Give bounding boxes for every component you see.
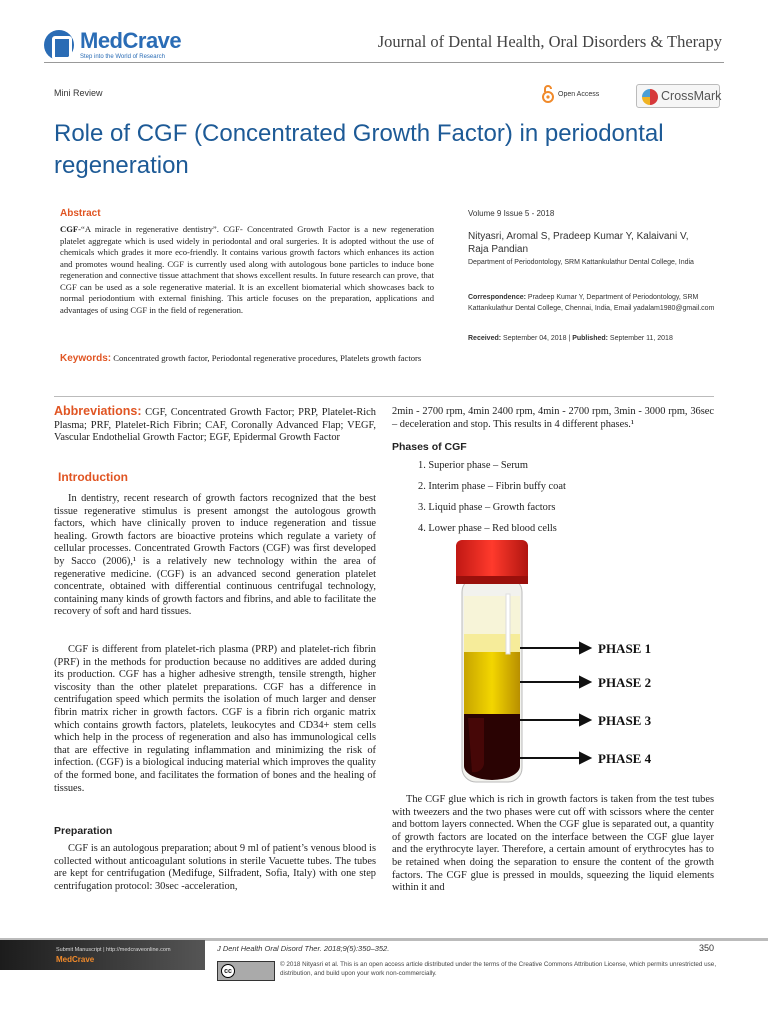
received-label: Received: bbox=[468, 335, 502, 342]
phase-1-label: PHASE 1 bbox=[598, 641, 652, 656]
license-text: © 2018 Nityasri et al. This is an open access article distributed under the terms of the Creative Commons Attribution License, which permits unrestricted use, distribution, and build upon your work non-commercially. bbox=[280, 961, 717, 977]
received-date: September 04, 2018 bbox=[503, 335, 567, 342]
phase-3-label: PHASE 3 bbox=[598, 713, 652, 728]
cgf-glue-paragraph: The CGF glue which is rich in growth factors is taken from the test tubes with tweezers and the two phases were cut off with scissors where the center and bottom layers connected. When the CGF glue is separated out, a quantity of growth factors are located on the interface between the CGF glue layer and the erythrocyte layer. Therefore, a certain amount of erythrocytes has to be retained when doing the separation to ensure the content of the growth factors. The CGF glue is pressed in moulds, squeezing the liquid elements within it and bbox=[392, 794, 714, 894]
phases-heading: Phases of CGF bbox=[392, 441, 467, 453]
preparation-heading: Preparation bbox=[54, 825, 113, 837]
open-access-label: Open Access bbox=[558, 91, 600, 98]
keywords bbox=[60, 352, 434, 365]
crossmark-label: CrossMark bbox=[661, 89, 722, 103]
section-divider bbox=[54, 396, 714, 397]
abstract-body: -“A miracle in regenerative dentistry”. CGF- Concentrated Growth Factor is a new regeneration platelet aggregate which is used widely in periodontal and oral surgeries. It is adopted without the use of chemicals which grades it more eco-friendly. It contains various growth factors which enhances its action and promotes wound healing. CGF is currently used along with autologous bone particles to induce bone regeneration and connective tissue attachment that shows excellent results. In future research can prove, that CGF can be used as a sole regenerative material. It is an excellent biomaterial which showcases back to normal periodontium with external finishing. This article focuses on the preparation, applications and advantages of using CGF in the field of regeneration. bbox=[60, 224, 434, 315]
abbreviations bbox=[54, 405, 376, 445]
correspondence-label: Correspondence: bbox=[468, 294, 526, 301]
authors: Nityasri, Aromal S, Pradeep Kumar Y, Kalaivani V, Raja Pandian bbox=[468, 231, 689, 255]
abbreviations-label: Abbreviations: bbox=[54, 404, 142, 418]
medcrave-logo-icon bbox=[44, 30, 74, 60]
creative-commons-badge[interactable] bbox=[217, 961, 275, 981]
correspondence-text: Pradeep Kumar Y, Department of Periodontology, SRM Kattankulathur Dental College, Chennai, India, Email yadalam1980@gmail.com bbox=[468, 294, 715, 312]
keywords-label: Keywords: bbox=[60, 353, 112, 364]
keywords-text: Concentrated growth factor, Periodontal regenerative procedures, Platelets growth factors bbox=[113, 353, 422, 363]
article-type: Mini Review bbox=[54, 88, 103, 98]
cgf-tube-figure bbox=[428, 538, 686, 786]
abstract-heading: Abstract bbox=[60, 208, 101, 219]
abstract-text bbox=[60, 224, 434, 316]
published-date: September 11, 2018 bbox=[609, 335, 673, 342]
phase-item: 1. Superior phase – Serum bbox=[418, 460, 528, 471]
journal-title: Journal of Dental Health, Oral Disorders & Therapy bbox=[377, 32, 722, 51]
intro-paragraph-1: In dentistry, recent research of growth factors recognized that the best tissue regenerative stimulus is present amongst the autologous growth factors, which have clinically proven to induce regeneration and tissue healing. Growth factors are bioactive proteins which regulate a variety of cellular processes. Concentrated Growth Factors (CGF) was first developed by Sacco (2006),¹ is a relatively new technology within the area of regenerative medicine. (CGF) is an advanced second generation platelet concentrate, obtained with differential continuous centrifugal technology, containing many kinds of growth factors and fibrins, and able to facilitate the recovery of soft and hard tissues. bbox=[54, 493, 376, 618]
cc-icon: cc bbox=[221, 964, 235, 978]
crossmark-button[interactable] bbox=[636, 84, 720, 108]
article-title: Role of CGF (Concentrated Growth Factor) in periodontal regeneration bbox=[54, 120, 664, 179]
tube-label bbox=[506, 594, 510, 654]
published-label: Published: bbox=[572, 335, 608, 342]
abstract-lead: CGF bbox=[60, 224, 79, 234]
phase-2-label: PHASE 2 bbox=[598, 675, 652, 690]
volume-issue: Volume 9 Issue 5 - 2018 bbox=[468, 209, 555, 218]
submit-manuscript-link[interactable]: Submit Manuscript | http://medcraveonline.com bbox=[56, 947, 171, 953]
phases-list bbox=[418, 460, 566, 544]
phase-4-label: PHASE 4 bbox=[598, 751, 652, 766]
header-divider bbox=[44, 62, 724, 63]
open-access-icon bbox=[542, 84, 554, 104]
preparation-paragraph: CGF is an autologous preparation; about 9 ml of patient’s venous blood is collected without anticoagulant solutions in sterile Vacuette tubes. The tubes are kept for centrifugation (Medifuge, Silfradent, Sofia, Italy) with one step centrifugation protocol: 30sec -acceleration, bbox=[54, 843, 376, 892]
affiliation: Department of Periodontology, SRM Kattankulathur Dental College, India bbox=[468, 259, 694, 266]
logo-name: MedCrave bbox=[80, 28, 182, 53]
page-number: 350 bbox=[698, 943, 714, 953]
dates: Received: September 04, 2018 | Published: September 11, 2018 bbox=[468, 335, 673, 342]
phase-item: 3. Liquid phase – Growth factors bbox=[418, 502, 556, 513]
phase-item: 4. Lower phase – Red blood cells bbox=[418, 523, 557, 534]
serum-layer bbox=[464, 596, 520, 636]
phase-item: 2. Interim phase – Fibrin buffy coat bbox=[418, 481, 566, 492]
submit-banner[interactable] bbox=[0, 940, 205, 970]
crossmark-icon bbox=[642, 89, 658, 105]
abbreviations-text: CGF, Concentrated Growth Factor; PRP, Platelet-Rich Plasma; PRF, Platelet-Rich Fibrin; CAF, Coronally Advanced Flap; VEGF, Vascular Endothelial Growth Factor; EGF, Epidermal Growth Factor bbox=[54, 407, 376, 444]
citation: J Dent Health Oral Disord Ther. 2018;9(5):350–352. bbox=[217, 944, 390, 953]
footer-logo: MedCrave bbox=[56, 955, 95, 964]
centrifugation-protocol-text: 2min - 2700 rpm, 4min 2400 rpm, 4min - 2700 rpm, 3min - 3000 rpm, 36sec – deceleration and stop. This results in 4 different phases.¹ bbox=[392, 406, 714, 430]
correspondence bbox=[468, 292, 718, 314]
logo-tagline: Step into the World of Research bbox=[80, 54, 165, 60]
growth-factor-layer bbox=[464, 652, 520, 714]
introduction-heading: Introduction bbox=[58, 470, 128, 484]
intro-paragraph-2: CGF is different from platelet-rich plasma (PRP) and platelet-rich fibrin (PRF) in the methods for production because no additives are added during its production. CGF has a higher adhesive strength, tensile strength, higher viscosity than the other platelet preparations. CGF has a difference in centrifugation speed which permits the isolation of much larger and denser fibrin matrix richer in growth factors. CGF is a fibrin rich organic matrix which contains growth factors, platelets, leukocytes and CD34+ stem cells which help in the process of regeneration and also has immunological cells that are effective in regulating inflammation and minimizing the risk of infection. (CGF) is a biological inducing material which improves the quality of the formed bone, and facilitates the formation of bones and the healing of tissues. bbox=[54, 644, 376, 794]
buffy-coat-layer bbox=[464, 634, 520, 654]
